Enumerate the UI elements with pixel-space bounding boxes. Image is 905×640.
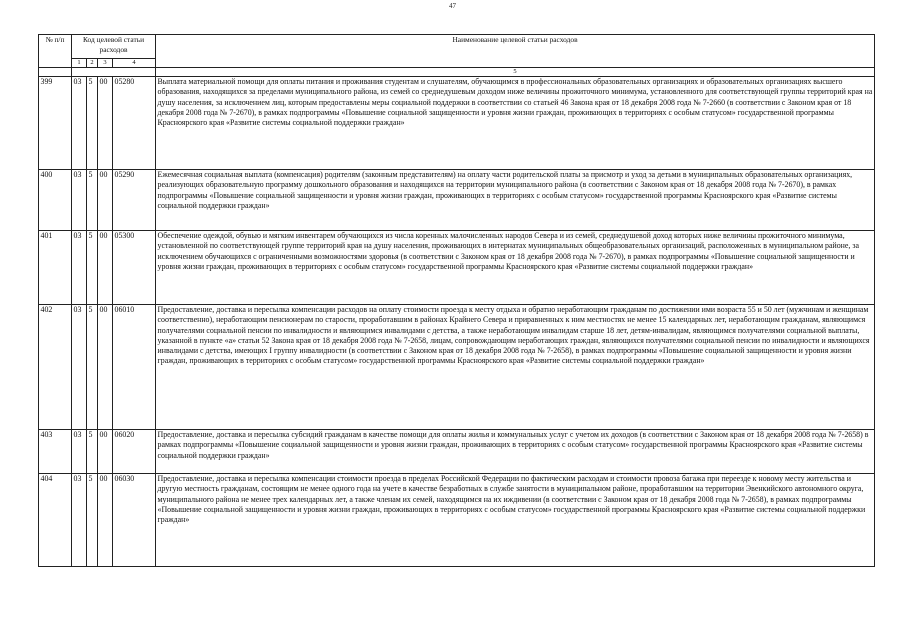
code-part-1: 03 [72, 170, 87, 231]
code-part-4: 06010 [113, 305, 156, 430]
row-number: 402 [39, 305, 72, 430]
code-part-2: 5 [87, 305, 98, 430]
row-number: 404 [39, 474, 72, 567]
table-row [39, 231, 875, 305]
code-part-4: 06030 [113, 474, 156, 567]
expense-description: Выплата материальной помощи для оплаты питания и проживания студентам и слушателям, обучающимся в профессиональных образовательных организациях и образовательных организациях высшего образования, находящихся за пределами муниципального района, из семей со среднедушевым доходом ниже величины прожиточного минимума, установленного для соответствующей группы территорий края на душу населения, за исключением лиц, которым предоставлены меры социальной поддержки в соответствии со статьей 46 Закона края от 18 декабря 2008 года № 7-2660 (в соответствии с Законом края от 18 декабря 2008 года № 7-2670), в рамках подпрограммы «Повышение социальной защищенности и уровня жизни граждан, проживающих в территориях с особым статусом» государственной программы Красноярского края «Развитие системы социальной поддержки граждан» [156, 77, 875, 170]
row-number: 399 [39, 77, 72, 170]
table-row [39, 77, 875, 170]
row-number: 401 [39, 231, 72, 305]
expense-description: Обеспечение одеждой, обувью и мягким инвентарем обучающихся из числа коренных малочисленных народов Севера и из семей, среднедушевой доход которых ниже величины прожиточного минимума, установленной по соответствующей группе территорий края на душу населения, проживающих в интернатах муниципальных общеобразовательных организаций, расположенных в муниципальном районе, за исключением обучающихся с ограниченными возможностями здоровья (в соответствии с Законом края от 18 декабря 2008 года № 7-2670), в рамках подпрограммы «Повышение социальной защищенности и уровня жизни граждан, проживающих в территориях с особым статусом» государственной программы Красноярского края «Развитие системы социальной поддержки граждан» [156, 231, 875, 305]
expense-description: Предоставление, доставка и пересылка субсидий гражданам в качестве помощи для оплаты жилья и коммунальных услуг с учетом их доходов (в соответствии с Законом края от 18 декабря 2008 года № 7-2658) в рамках подпрограммы «Повышение социальной защищенности и уровня жизни граждан, проживающих в территориях с особым статусом» государственной программы Красноярского края «Развитие системы социальной поддержки граждан» [156, 430, 875, 474]
header-code: Код целевой статьи расходов [72, 35, 156, 59]
header-sub-1: 1 [72, 59, 87, 68]
code-part-2: 5 [87, 430, 98, 474]
code-part-2: 5 [87, 474, 98, 567]
table-row [39, 430, 875, 474]
code-part-4: 05280 [113, 77, 156, 170]
row-number: 403 [39, 430, 72, 474]
expense-description: Предоставление, доставка и пересылка компенсации стоимости проезда в пределах Российской Федерации по фактическим расходам и стоимости провоза багажа при переезде к новому месту жительства и другую местность гражданам, состоящим не менее одного года на учете в качестве безработных в службе занятости в муниципальном районе, проработавшим на территории Эвенкийского автономного округа, муниципального района не менее трех календарных лет, а также членам их семей, находящимся на их иждивении (в соответствии с Законом края от 18 декабря 2008 года № 7-2658), в рамках подпрограммы «Повышение социальной защищенности и уровня жизни граждан, проживающих в территориях с особым статусом» государственной программы Красноярского края «Развитие системы социальной поддержки граждан» [156, 474, 875, 567]
code-part-3: 00 [98, 170, 113, 231]
code-part-3: 00 [98, 77, 113, 170]
row-number: 400 [39, 170, 72, 231]
code-part-4: 06020 [113, 430, 156, 474]
table-row [39, 170, 875, 231]
code-part-1: 03 [72, 231, 87, 305]
code-part-3: 00 [98, 305, 113, 430]
header-row [39, 35, 875, 59]
column-number-empty [39, 68, 72, 77]
column-number-code-empty [72, 68, 156, 77]
code-part-1: 03 [72, 305, 87, 430]
code-part-2: 5 [87, 77, 98, 170]
column-number-row [39, 68, 875, 77]
header-number: № п/п [39, 35, 72, 68]
expense-description: Ежемесячная социальная выплата (компенсация) родителям (законным представителям) на оплату части родительской платы за присмотр и уход за детьми в муниципальных образовательных организациях, реализующих образовательную программу дошкольного образования и находящихся на территории муниципального района (в соответствии с Законом края от 18 декабря 2008 года № 7-2670), в рамках подпрограммы «Повышение социальной защищенности и уровня жизни граждан, проживающих в территориях с особым статусом» государственной программы Красноярского края «Развитие системы социальной поддержки граждан» [156, 170, 875, 231]
code-part-3: 00 [98, 231, 113, 305]
code-part-3: 00 [98, 474, 113, 567]
header-sub-2: 2 [87, 59, 98, 68]
code-part-1: 03 [72, 77, 87, 170]
budget-table [38, 34, 875, 567]
code-part-4: 05290 [113, 170, 156, 231]
code-part-1: 03 [72, 474, 87, 567]
code-part-2: 5 [87, 231, 98, 305]
expense-description: Предоставление, доставка и пересылка компенсации расходов на оплату стоимости проезда к месту отдыха и обратно неработающим гражданам по достижении ими возраста 55 и 50 лет (мужчинам и женщинам соответственно), неработающим пенсионерам по старости, проработавшим в районах Крайнего Севера и приравненных к ним местностях не менее 15 календарных лет, неработающим гражданам, являющимся получателями социальной пенсии по инвалидности и являющимся инвалидами с детства, а также неработающим инвалидам старше 18 лет, детям-инвалидам, являющимся получателями социальной выплаты, указанной в пункте «а» статьи 52 Закона края от 18 декабря 2008 года № 7-2658, лицам, сопровождающим неработающих граждан, являющихся получателями социальной пенсии по инвалидности и являющихся инвалидами с детства, имеющих I группу инвалидности (в соответствии с Законом края от 18 декабря 2008 года № 7-2658), в рамках подпрограммы «Повышение социальной защищенности и уровня жизни граждан, проживающих в территориях с особым статусом» государственной программы Красноярского края «Развитие системы социальной поддержки граждан» [156, 305, 875, 430]
table-row [39, 305, 875, 430]
code-part-1: 03 [72, 430, 87, 474]
code-part-2: 5 [87, 170, 98, 231]
code-part-4: 05300 [113, 231, 156, 305]
code-part-3: 00 [98, 430, 113, 474]
header-sub-4: 4 [113, 59, 156, 68]
column-number-5: 5 [156, 68, 875, 77]
header-sub-3: 3 [98, 59, 113, 68]
header-name: Наименование целевой статьи расходов [156, 35, 875, 68]
table-row [39, 474, 875, 567]
page-number: 47 [449, 2, 456, 10]
